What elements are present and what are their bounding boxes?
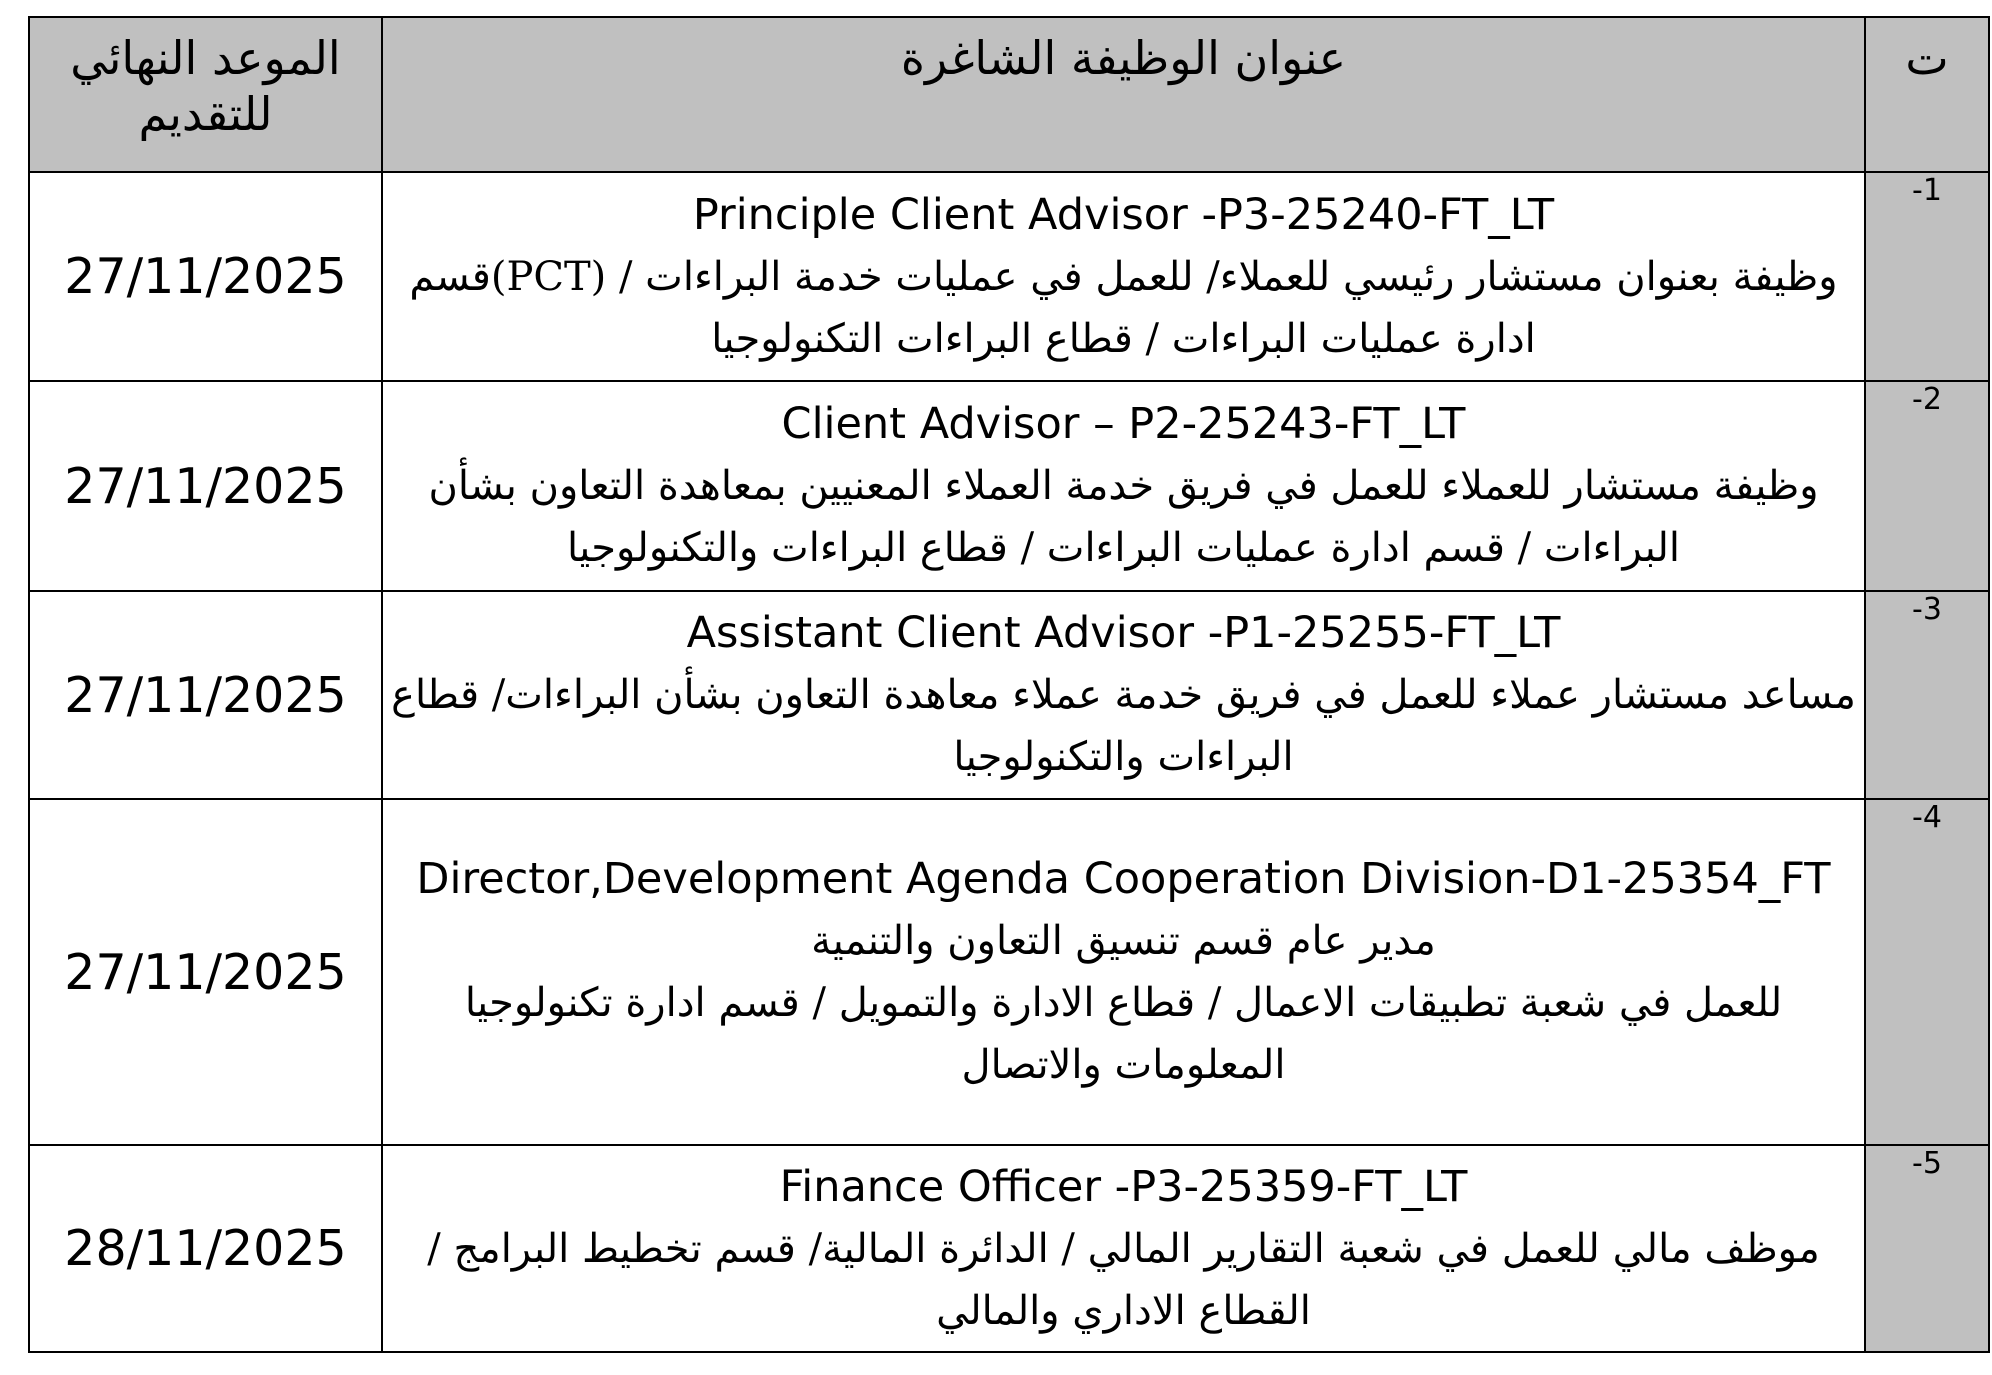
deadline-cell: 27/11/2025 bbox=[29, 799, 382, 1145]
job-description-ar: وظيفة مستشار للعملاء للعمل في فريق خدمة العملاء المعنيين بمعاهدة التعاون بشأن البراءات / قسم ادارة عمليات البراءات / قطاع البراءات والتكنولوجيا bbox=[428, 463, 1819, 571]
title-cell bbox=[382, 172, 1865, 381]
title-cell bbox=[382, 381, 1865, 591]
job-title-en: Finance Officer -P3-25359-FT_LT bbox=[779, 1161, 1468, 1212]
job-description-ar: للعمل في شعبة تطبيقات الاعمال / قطاع الادارة والتمويل / قسم ادارة تكنولوجيا المعلومات والاتصال bbox=[464, 980, 1783, 1088]
job-description-ar: وظيفة بعنوان مستشار رئيسي للعملاء/ للعمل في عمليات خدمة البراءات / (PCT)قسم ادارة عمليات البراءات / قطاع البراءات التكنولوجيا bbox=[409, 253, 1838, 362]
header-deadline-line2: للتقديم bbox=[138, 87, 273, 141]
title-cell bbox=[382, 591, 1865, 799]
header-deadline-line1: الموعد النهائي bbox=[70, 31, 341, 85]
deadline-cell: 27/11/2025 bbox=[29, 172, 382, 381]
title-cell bbox=[382, 799, 1865, 1145]
deadline-cell: 28/11/2025 bbox=[29, 1145, 382, 1352]
job-title-en: Principle Client Advisor -P3-25240-FT_LT bbox=[692, 189, 1555, 240]
header-number: ت bbox=[1865, 17, 1989, 172]
row-number: -3 bbox=[1865, 591, 1989, 799]
row-number: -5 bbox=[1865, 1145, 1989, 1352]
job-title-en: Director,Development Agenda Cooperation Division-D1-25354_FT bbox=[416, 854, 1831, 904]
job-title-en: Client Advisor – P2-25243-FT_LT bbox=[781, 399, 1466, 449]
job-description-ar: مساعد مستشار عملاء للعمل في فريق خدمة عملاء معاهدة التعاون بشأن البراءات/ قطاع البراءات والتكنولوجيا bbox=[391, 672, 1856, 780]
table-row bbox=[29, 1145, 1989, 1352]
vacancies-table bbox=[28, 16, 1990, 1353]
job-subtitle-ar: مدير عام قسم تنسيق التعاون والتنمية bbox=[811, 918, 1436, 964]
table-row bbox=[29, 381, 1989, 591]
table-row bbox=[29, 799, 1989, 1145]
vacancies-table-wrapper bbox=[28, 16, 1988, 1353]
table-row bbox=[29, 591, 1989, 799]
row-number: -1 bbox=[1865, 172, 1989, 381]
header-title: عنوان الوظيفة الشاغرة bbox=[382, 17, 1865, 172]
job-description-ar: موظف مالي للعمل في شعبة التقارير المالي / الدائرة المالية/ قسم تخطيط البرامج / القطاع الاداري والمالي bbox=[427, 1225, 1820, 1334]
row-number: -2 bbox=[1865, 381, 1989, 591]
table-row bbox=[29, 172, 1989, 381]
header-deadline bbox=[29, 17, 382, 172]
deadline-cell: 27/11/2025 bbox=[29, 381, 382, 591]
table-header-row bbox=[29, 17, 1989, 172]
job-title-en: Assistant Client Advisor -P1-25255-FT_LT bbox=[686, 608, 1561, 658]
row-number: -4 bbox=[1865, 799, 1989, 1145]
deadline-cell: 27/11/2025 bbox=[29, 591, 382, 799]
title-cell bbox=[382, 1145, 1865, 1352]
